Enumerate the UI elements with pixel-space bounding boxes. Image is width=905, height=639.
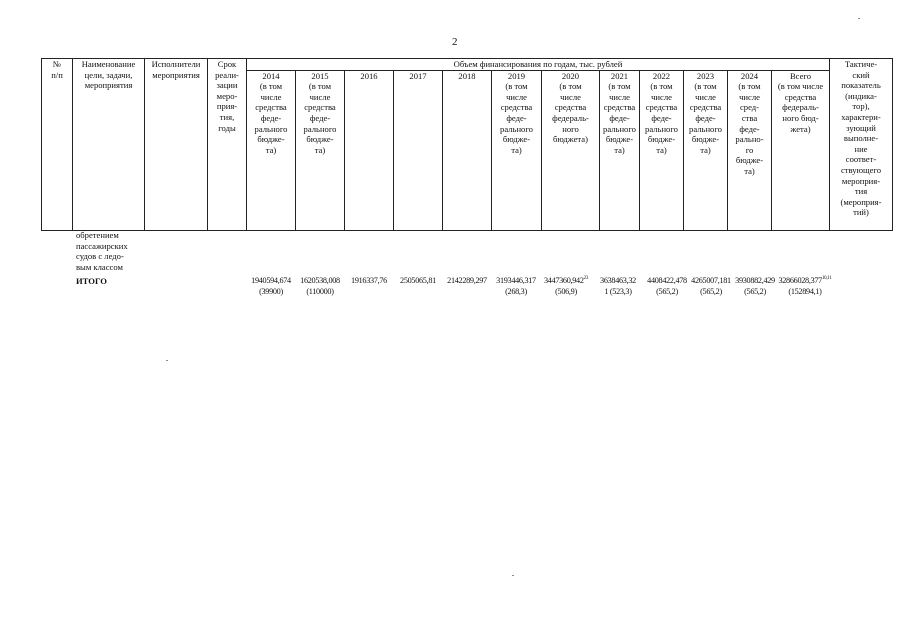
year-label: 2021 xyxy=(610,70,629,81)
year-note: (в том числе средства феде- рального бюдже- та) xyxy=(645,81,678,155)
header-year-2 xyxy=(345,70,394,230)
header-num: № п/п xyxy=(42,59,73,231)
year-label: 2017 xyxy=(409,70,427,81)
header-year-9 xyxy=(684,70,728,230)
page-number: 2 xyxy=(452,36,458,48)
year-label: 2023 xyxy=(696,70,715,81)
year-note: (в том числе средства феде- рального бюдже- та) xyxy=(303,81,337,155)
total-amount: 3447360,942 xyxy=(543,276,584,285)
total-federal: (152894,1) xyxy=(788,286,822,296)
total-amount: 3638463,32 xyxy=(600,276,636,285)
total-federal: (565,2) xyxy=(700,286,722,296)
scan-speck xyxy=(858,18,860,19)
total-amount: 1940594,674 xyxy=(251,276,291,285)
total-value-11 xyxy=(773,276,837,297)
total-federal: (506,9) xyxy=(555,286,577,296)
total-label: ИТОГО xyxy=(76,276,107,286)
year-label: 2018 xyxy=(458,70,476,81)
header-name: Наименование цели, задачи, мероприятия xyxy=(73,59,145,231)
total-amount: 4265007,181 xyxy=(691,276,731,285)
total-amount: 2142289,297 xyxy=(447,276,487,285)
header-indicator: Тактиче- ский показатель (индика- тор), характери- зующий выполне- ние соответ- ствующего мероприя- тия (мероприя- тий) xyxy=(830,59,893,231)
total-amount: 3193446,317 xyxy=(496,276,536,285)
year-note: (в том числе сред- ства феде- рально- го бюдже- та) xyxy=(735,81,764,176)
header-executors: Исполнители мероприятия xyxy=(145,59,208,231)
scan-speck xyxy=(512,575,514,576)
year-label: 2022 xyxy=(652,70,671,81)
total-federal: (565,2) xyxy=(744,286,766,296)
header-year-3 xyxy=(394,70,443,230)
header-year-1 xyxy=(296,70,345,230)
total-amount: 3930882,429 xyxy=(735,276,775,285)
header-year-6 xyxy=(542,70,600,230)
continuation-text: обретением пассажирских судов с ледо- вым классом xyxy=(76,230,128,272)
year-note: (в том числе средства федераль- ного бюд- жета) xyxy=(777,81,824,134)
year-label: 2016 xyxy=(360,70,378,81)
total-federal: 1 (523,3) xyxy=(604,286,632,296)
header-year-10 xyxy=(728,70,772,230)
header-year-0 xyxy=(247,70,296,230)
footnote-ref: 23 xyxy=(583,276,589,281)
total-federal: (268,3) xyxy=(505,286,527,296)
year-note: (в том числе средства феде- рального бюдже- та) xyxy=(500,81,533,155)
header-year-11 xyxy=(772,70,830,230)
year-note: (в том числе средства феде- рального бюдже- та) xyxy=(689,81,722,155)
header-financing-group: Объем финансирования по годам, тыс. рублей xyxy=(247,59,830,71)
header-year-5 xyxy=(492,70,542,230)
year-note: (в том числе средства феде- рального бюдже- та) xyxy=(254,81,288,155)
total-amount: 32866028,377 xyxy=(778,276,822,285)
scan-speck xyxy=(166,360,168,361)
total-federal: (110000) xyxy=(306,286,334,296)
total-federal: (565,2) xyxy=(656,286,678,296)
financing-table xyxy=(41,58,893,231)
year-label: 2015 xyxy=(311,70,329,81)
total-amount: 2505065,81 xyxy=(400,276,436,285)
year-label: Всего xyxy=(789,70,812,81)
year-label: 2014 xyxy=(262,70,280,81)
year-note: (в том числе средства федераль- ного бюджета) xyxy=(552,81,589,145)
year-note: (в том числе средства феде- рального бюдже- та) xyxy=(603,81,636,155)
year-label: 2019 xyxy=(507,70,526,81)
header-year-8 xyxy=(640,70,684,230)
total-amount: 1916337,76 xyxy=(351,276,387,285)
total-amount: 4408422,478 xyxy=(647,276,687,285)
total-amount: 1620538,008 xyxy=(300,276,340,285)
footnote-ref: 10,11 xyxy=(821,276,832,281)
header-term: Срок реали- зации меро- прия- тия, годы xyxy=(208,59,247,231)
total-federal: (39900) xyxy=(259,286,283,296)
header-year-7 xyxy=(600,70,640,230)
year-label: 2020 xyxy=(561,70,580,81)
header-year-4 xyxy=(443,70,492,230)
year-label: 2024 xyxy=(740,70,759,81)
